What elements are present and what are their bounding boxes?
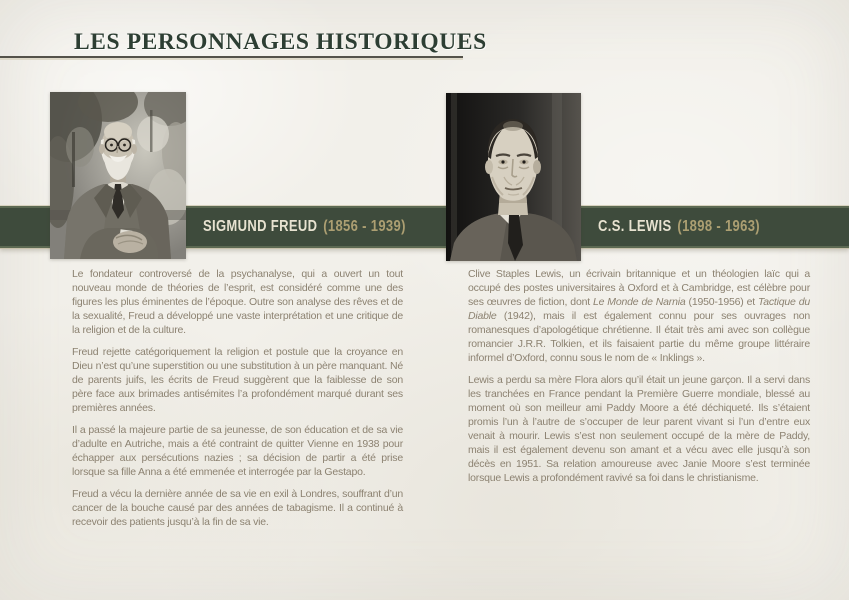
freud-bio-text (72, 267, 403, 537)
lewis-bio-text (468, 267, 810, 493)
bio-paragraph: Freud a vécu la dernière année de sa vie en exil à Londres, souffrant d’un cancer de la bouche causé par des années de tabagisme. Il a continué à recevoir des patients jusqu’à la fin de sa vie. (72, 488, 403, 528)
sigmund-freud-photo (50, 92, 186, 259)
freud-nameplate (203, 206, 406, 248)
bio-paragraph: Lewis a perdu sa mère Flora alors qu’il était un jeune garçon. Il a servi dans les tranchées en France pendant la Première Guerre mondiale, blessé au moment où son meilleur ami Paddy Moore a été déchiqueté. Ils s’étaient promis l’un à l’autre de s’occuper de leur parent vivant si l’un d’entre eux venait à mourir. Lewis s’est non seulement occupé de la mère de Paddy, mais il est également devenu son amant et a vécu avec elle jusqu’à son décès en 1951. Sa relation amoureuse avec Janie Moore s’est terminée lorsque Lewis a profondément ravivé sa foi dans le christianisme. (468, 374, 810, 484)
lewis-nameplate (598, 206, 760, 248)
bio-paragraph: Le fondateur controversé de la psychanalyse, qui a ouvert un tout nouveau monde de théories de l’esprit, est considéré comme une des figures les plus éminentes de l’époque. Outre son analyse des rêves et de la sexualité, Freud a développé une vaste interprétation et une critique de la religion et de la culture. (72, 268, 403, 336)
figure-name: SIGMUND FREUD (203, 218, 318, 235)
bio-paragraph: Il a passé la majeure partie de sa jeunesse, de son éducation et de sa vie d’adulte en Autriche, mais a été contraint de quitter Vienne en 1938 pour échapper aux persécutions nazies ; sa décision de partir a été prise lorsque sa fille Anna a été emmenée et interrogée par la Gestapo. (72, 424, 403, 478)
page-title: LES PERSONNAGES HISTORIQUES (74, 29, 487, 55)
cs-lewis-photo (446, 93, 581, 261)
bio-paragraph: Clive Staples Lewis, un écrivain britannique et un théologien laïc qui a occupé des postes universitaires à Oxford et à Cambridge, est célèbre pour ses œuvres de fiction, dont Le Monde de Narnia (1950-1956) et Tactique du Diable (1942), mais il est également connu pour ses ouvrages non romanesques d’apologétique chrétienne. Il était très ami avec son collègue romancier J.R.R. Tolkien, et ils faisaient partie du même groupe littéraire informel d’Oxford, connu sous le nom de « Inklings ». (468, 268, 811, 364)
figure-dates: (1856 - 1939) (323, 218, 406, 235)
bio-paragraph: Freud rejette catégoriquement la religion et postule que la croyance en Dieu n’est qu’une superstition ou une substitution à un père manquant. Né de parents juifs, les écrits de Freud suggèrent que la faiblesse de son père face aux brimades antisémites l’a profondément marqué durant ses premières années. (72, 346, 403, 414)
title-underline (0, 56, 463, 58)
cs-lewis-portrait-illustration (446, 93, 581, 261)
figure-name: C.S. LEWIS (598, 218, 672, 235)
figure-dates: (1898 - 1963) (677, 218, 760, 235)
sigmund-freud-portrait-illustration (50, 92, 186, 259)
